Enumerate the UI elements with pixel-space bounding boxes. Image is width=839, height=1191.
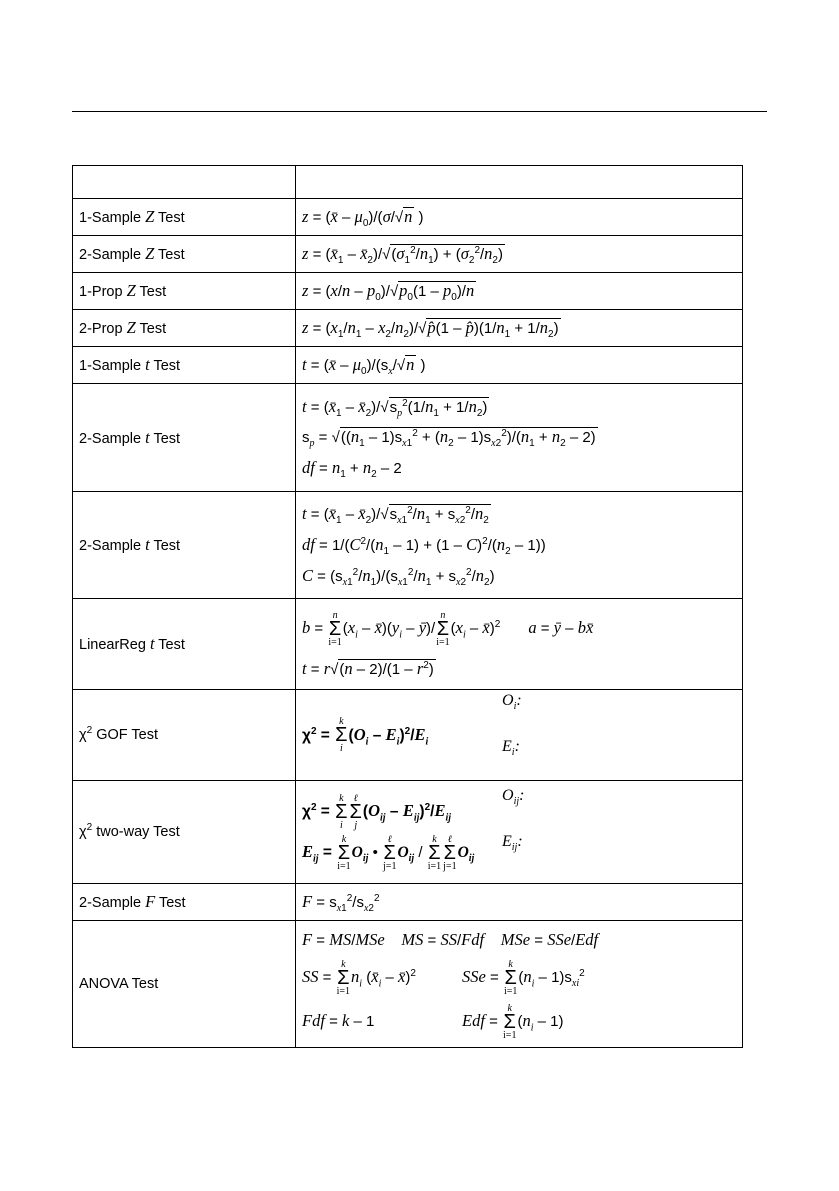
table-row — [73, 236, 743, 273]
table-row — [73, 921, 743, 1048]
test-formula: b = n Σ i=1 ($x_i$ – $x̄)(y_i$ – ȳ)/ n Σ i=1 ($x_i$ – x̄)$^2$ a = ȳ – bx̄ $t = r√(n - 2)/(1 - r^2)$ — [296, 599, 743, 690]
test-name: 1-Prop Z Test — [73, 273, 296, 310]
table-row — [73, 273, 743, 310]
table-row — [73, 599, 743, 690]
table-row — [73, 384, 743, 492]
test-formula: F = MS/MSe MS = SS/Fdf MSe = SSe/Edf SS = k Σ i=1 $n_i$ ($x̄_i$ – x̄)$^2$ SSe = k Σ i=1 $(n_i - 1)s_{xi}^2$ Fdf = k – 1 Edf = k Σ i=1 $(n_i - 1)$ — [296, 921, 743, 1048]
test-formula: $z = (x/n - p_0)/√p_0(1 - p_0)/n$ — [296, 273, 743, 310]
test-formula: z = (x̄ – $\mu_0)/(\sigma/√n$ ) — [296, 199, 743, 236]
test-name: 1-Sample t Test — [73, 347, 296, 384]
test-formula: $z = (x_1/n_1$ – $x_2/n_2)/√p̂(1$ – $p̂)(1/n_1 + 1/n_2)$ — [296, 310, 743, 347]
test-name: 2-Sample t Test — [73, 492, 296, 599]
test-name: 2-Sample F Test — [73, 884, 296, 921]
test-formula: $t = (x̄_1$ – $x̄_2)/√s_{x1}^2/n_1 + s_{x2}^2/n_2$ df = $1/(C^2/(n_1 - 1) + (1 - C)^2/(n_2 - 1))$ $C = (s_{x1}^2/n_1)/(s_{x1}^2/n_1 + s_{x2}^2/n_2)$ — [296, 492, 743, 599]
top-rule — [72, 111, 767, 112]
table-row — [73, 199, 743, 236]
table-row — [73, 492, 743, 599]
table-row — [73, 310, 743, 347]
table-row — [73, 690, 743, 781]
header-cell-formula — [296, 166, 743, 199]
test-name: 2-Sample Z Test — [73, 236, 296, 273]
test-name: $\chi^2$ two-way Test — [73, 781, 296, 884]
test-name: 1-Sample Z Test — [73, 199, 296, 236]
table-row — [73, 884, 743, 921]
test-name: LinearReg t Test — [73, 599, 296, 690]
test-name: $\chi^2$ GOF Test — [73, 690, 296, 781]
test-name: 2-Prop Z Test — [73, 310, 296, 347]
test-formula: $F = s_{x1}^2/s_{x2}^2$ — [296, 884, 743, 921]
statistical-tests-table — [72, 165, 743, 1048]
table-header-row — [73, 166, 743, 199]
table-row — [73, 347, 743, 384]
test-name: 2-Sample t Test — [73, 384, 296, 492]
test-name: ANOVA Test — [73, 921, 296, 1048]
test-formula: $t = (x̄_1$ – $x̄_2)/√s_p^2(1/n_1 + 1/n_2)$ $s_p = √((n_1 - 1)s_{x1}^2 + (n_2 - 1)s_{x2}^2)/(n_1 + n_2 - 2)$ df = $n_1 + n_2 - 2$ — [296, 384, 743, 492]
test-formula: $z = (x̄_1$ – $x̄_2)/√(\sigma_1^2/n_1) + (\sigma_2^2/n_2)$ — [296, 236, 743, 273]
header-cell-name — [73, 166, 296, 199]
test-formula: t = (x̄ – $\mu_0)/(s_x/√n$ ) — [296, 347, 743, 384]
test-formula: $\chi^2$ = k Σ i ℓ Σ j $(O_{ij} - E_{ij})^2/E_{ij}$ $E_{ij}$ = k Σ i=1 $O_{ij}$ • ℓ Σ j=1 $O_{ij}$ / k Σ i=1 ℓ Σ j=1 $O_{ij}$ $O_{ij}$: $E_{ij}$: — [296, 781, 743, 884]
test-formula: $\chi^2$ = k Σ i $(O_i - E_i)^2/E_i$ $O_i$: $E_i$: — [296, 690, 743, 781]
table-row — [73, 781, 743, 884]
